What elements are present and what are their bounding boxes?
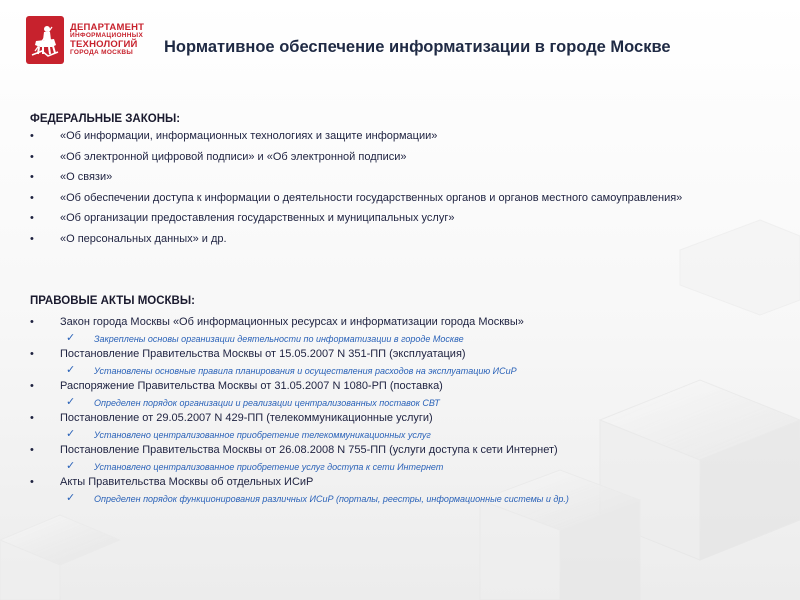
federal-law-text: «Об организации предоставления государственных и муниципальных услуг»	[60, 212, 455, 224]
act-note	[60, 429, 730, 441]
act-note-text: Определен порядок организации и реализации централизованных поставок СВТ	[94, 398, 440, 408]
list-item	[30, 192, 730, 205]
logo-line-2: ИНФОРМАЦИОННЫХ	[70, 32, 144, 40]
act-note-text: Закреплены основы организации деятельности по информатизации в городе Москве	[94, 334, 464, 344]
checkmark-icon: ✓	[66, 332, 76, 344]
act-note-text: Установлены основные правила планирования и осуществления расходов на эксплуатацию ИСиР	[94, 366, 517, 376]
bullet-icon: •	[30, 412, 34, 424]
moscow-acts-list	[30, 316, 730, 508]
list-item	[30, 130, 730, 143]
bullet-icon: •	[30, 316, 34, 328]
list-item	[30, 476, 730, 505]
moscow-acts-heading: ПРАВОВЫЕ АКТЫ МОСКВЫ:	[30, 295, 195, 307]
moscow-act-text: Постановление Правительства Москвы от 15.05.2007 N 351-ПП (эксплуатация)	[60, 348, 466, 360]
federal-law-text: «Об информации, информационных технологиях и защите информации»	[60, 130, 438, 142]
act-note-text: Определен порядок функционирования различных ИСиР (порталы, реестры, информационные системы и др.)	[94, 494, 569, 504]
checkmark-icon: ✓	[66, 492, 76, 504]
bullet-icon: •	[30, 212, 34, 224]
checkmark-icon: ✓	[66, 396, 76, 408]
checkmark-icon: ✓	[66, 364, 76, 376]
act-note	[60, 397, 730, 409]
bullet-icon: •	[30, 171, 34, 183]
federal-laws-list	[30, 130, 730, 253]
list-item	[30, 316, 730, 345]
act-note	[60, 333, 730, 345]
list-item	[30, 380, 730, 409]
bullet-icon: •	[30, 232, 34, 245]
moscow-coat-of-arms-icon	[26, 16, 64, 64]
act-note	[60, 493, 730, 505]
moscow-act-text: Распоряжение Правительства Москвы от 31.05.2007 N 1080-РП (поставка)	[60, 380, 443, 392]
list-item	[30, 151, 730, 164]
moscow-act-text: Акты Правительства Москвы об отдельных ИСиР	[60, 476, 314, 488]
list-item	[30, 233, 730, 246]
federal-law-text: «Об электронной цифровой подписи» и «Об электронной подписи»	[60, 150, 407, 163]
checkmark-icon: ✓	[66, 428, 76, 440]
moscow-act-text: Постановление от 29.05.2007 N 429-ПП (телекоммуникационные услуги)	[60, 412, 433, 424]
act-note	[60, 461, 730, 473]
logo-line-4: ГОРОДА МОСКВЫ	[70, 48, 134, 56]
act-note-text: Установлено централизованное приобретение телекоммуникационных услуг	[94, 430, 431, 440]
federal-law-text: «О связи»	[60, 171, 113, 183]
bullet-icon: •	[30, 130, 34, 142]
bullet-icon: •	[30, 348, 34, 360]
bullet-icon: •	[30, 444, 34, 456]
page-title: Нормативное обеспечение информатизации в городе Москве	[164, 38, 671, 56]
federal-law-text: «О персональных данных» и др.	[60, 232, 227, 245]
list-item	[30, 212, 730, 225]
logo-line-3: ТЕХНОЛОГИЙ	[70, 39, 138, 50]
moscow-act-text: Постановление Правительства Москвы от 26.08.2008 N 755-ПП (услуги доступа к сети Интернет)	[60, 444, 558, 456]
bullet-icon: •	[30, 380, 34, 392]
bullet-icon: •	[30, 191, 34, 204]
list-item	[30, 348, 730, 377]
bullet-icon: •	[30, 476, 34, 488]
federal-law-text: «Об обеспечении доступа к информации о деятельности государственных органов и органов местного самоуправления»	[60, 191, 683, 204]
list-item	[30, 412, 730, 441]
act-note	[60, 365, 730, 377]
department-logo-text	[70, 23, 144, 57]
logo-line-1: ДЕПАРТАМЕНТ	[70, 22, 145, 34]
list-item	[30, 171, 730, 184]
checkmark-icon: ✓	[66, 460, 76, 472]
federal-laws-heading: ФЕДЕРАЛЬНЫЕ ЗАКОНЫ:	[30, 113, 181, 125]
list-item	[30, 444, 730, 473]
bullet-icon: •	[30, 150, 34, 163]
department-logo	[26, 16, 144, 64]
act-note-text: Установлено централизованное приобретение услуг доступа к сети Интернет	[94, 462, 444, 472]
moscow-act-text: Закон города Москвы «Об информационных ресурсах и информатизации города Москвы»	[60, 316, 524, 328]
